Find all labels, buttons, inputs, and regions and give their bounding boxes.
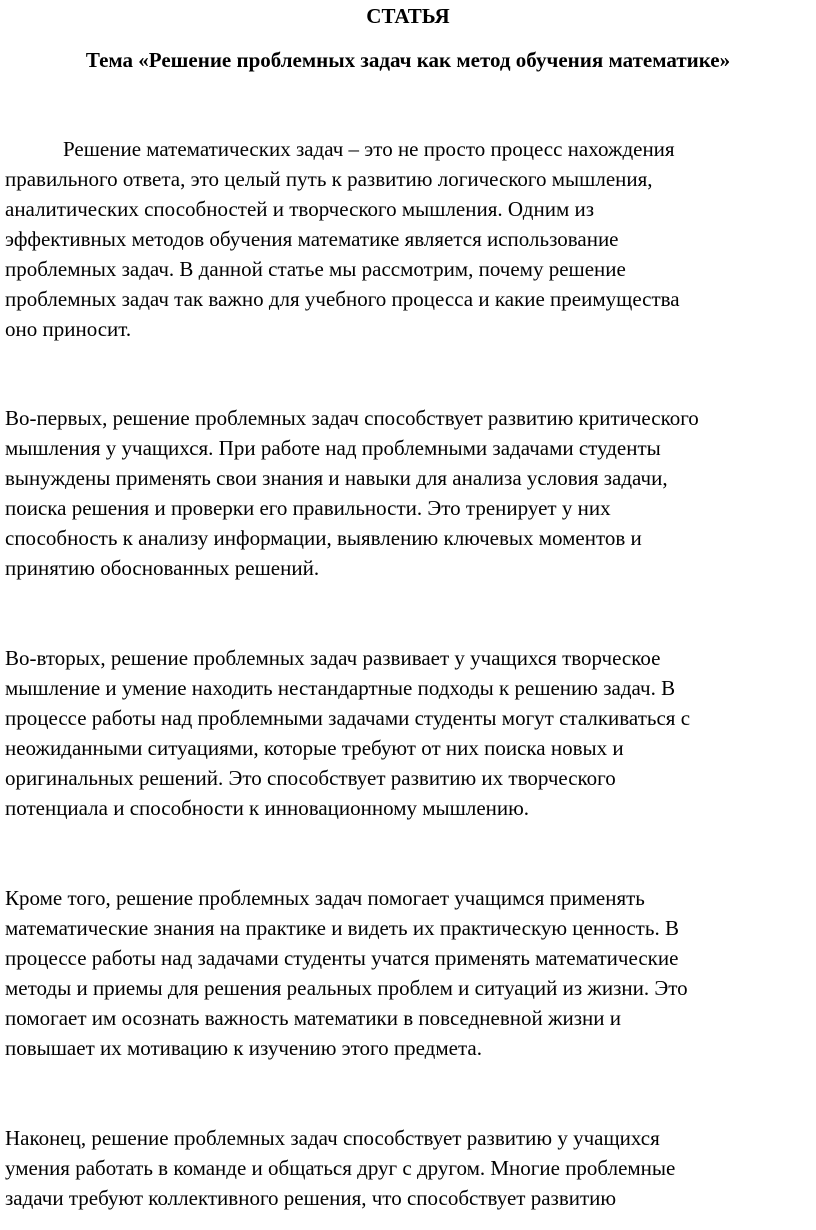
text-line: Решение математических задач – это не просто процесс нахождения	[63, 137, 675, 161]
document-subtitle: Тема «Решение проблемных задач как метод обучения математике»	[85, 48, 731, 72]
paragraph-intro	[5, 134, 813, 344]
text-line: потенциала и способности к инновационному мышлению.	[5, 796, 530, 820]
text-line: эффективных методов обучения математике является использование	[5, 227, 619, 251]
paragraph-besides	[5, 883, 813, 1063]
text-line: оно приносит.	[5, 317, 132, 341]
text-line: задачи требуют коллективного решения, что способствует развитию	[5, 1186, 617, 1210]
text-line: методы и приемы для решения реальных проблем и ситуаций из жизни. Это	[5, 976, 688, 1000]
text-line: принятию обоснованных решений.	[5, 556, 320, 580]
text-line: повышает их мотивацию к изучению этого предмета.	[5, 1036, 482, 1060]
text-line: процессе работы над задачами студенты учатся применять математические	[5, 946, 679, 970]
text-line: мышление и умение находить нестандартные подходы к решению задач. В	[5, 676, 676, 700]
text-line: Кроме того, решение проблемных задач помогает учащимся применять	[5, 886, 645, 910]
text-line: Во-вторых, решение проблемных задач развивает у учащихся творческое	[5, 646, 661, 670]
text-line: способность к анализу информации, выявлению ключевых моментов и	[5, 526, 642, 550]
text-line: процессе работы над проблемными задачами студенты могут сталкиваться с	[5, 706, 691, 730]
text-line: Наконец, решение проблемных задач способствует развитию у учащихся	[5, 1126, 660, 1150]
text-line: проблемных задач. В данной статье мы рассмотрим, почему решение	[5, 257, 626, 281]
text-line: математические знания на практике и видеть их практическую ценность. В	[5, 916, 679, 940]
text-line: аналитических способностей и творческого мышления. Одним из	[5, 197, 595, 221]
text-line: умения работать в команде и общаться друг с другом. Многие проблемные	[5, 1156, 676, 1180]
paragraph-finally	[5, 1123, 813, 1213]
text-line: Во-первых, решение проблемных задач способствует развитию критического	[5, 406, 699, 430]
text-line: неожиданными ситуациями, которые требуют от них поиска новых и	[5, 736, 624, 760]
paragraph-first	[5, 403, 813, 583]
text-line: вынуждены применять свои знания и навыки для анализа условия задачи,	[5, 466, 668, 490]
text-line: помогает им осознать важность математики в повседневной жизни и	[5, 1006, 621, 1030]
text-line: правильного ответа, это целый путь к развитию логического мышления,	[5, 167, 653, 191]
text-line: оригинальных решений. Это способствует развитию их творческого	[5, 766, 616, 790]
text-line: проблемных задач так важно для учебного процесса и какие преимущества	[5, 287, 680, 311]
document-title: СТАТЬЯ	[366, 4, 450, 28]
paragraph-second	[5, 643, 813, 823]
text-line: поиска решения и проверки его правильности. Это тренирует у них	[5, 496, 611, 520]
text-line: мышления у учащихся. При работе над проблемными задачами студенты	[5, 436, 661, 460]
